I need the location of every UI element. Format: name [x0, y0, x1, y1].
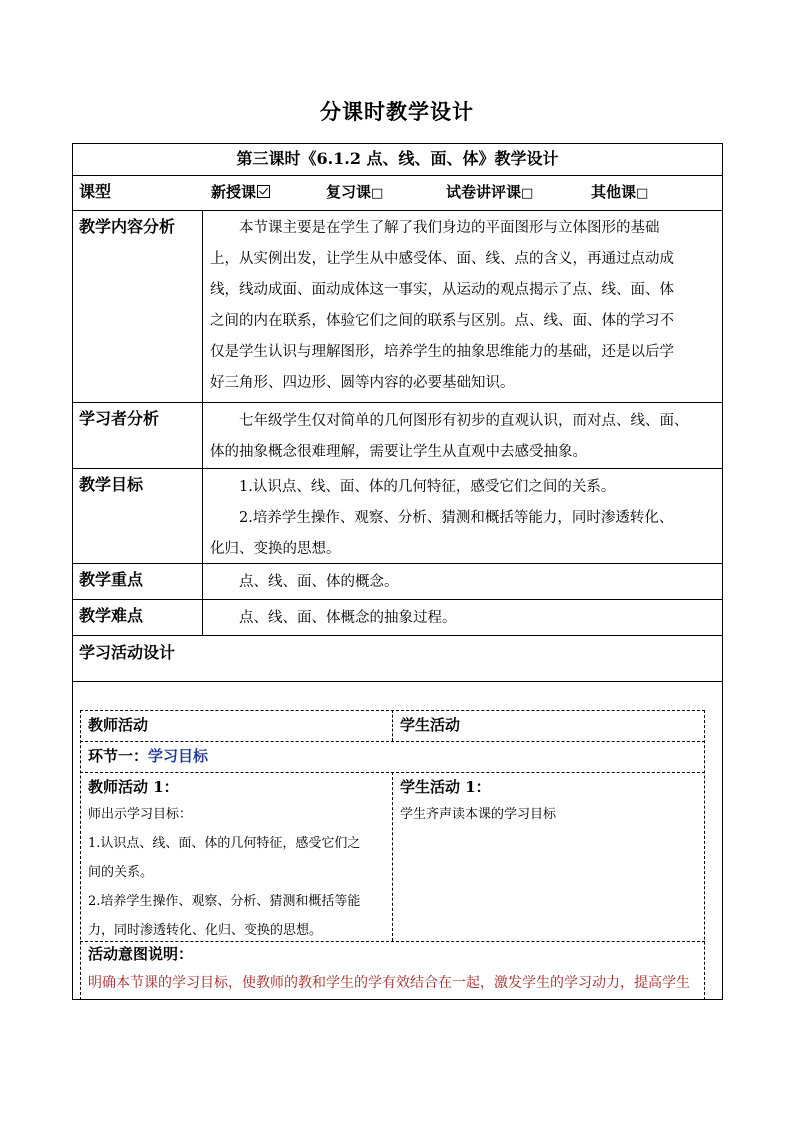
learner-line: 七年级学生仅对简单的几何图形有初步的直观认识，而对点、线、面、: [239, 413, 689, 429]
content-line: 上，从实例出发，让学生从中感受体、面、线、点的含义，再通过点动成: [210, 251, 674, 267]
type-option-exam-review[interactable]: [446, 181, 533, 202]
difficulties-label: 教学难点: [73, 600, 203, 635]
teacher-activity-line: 师出示学习目标：: [88, 807, 193, 822]
lesson-title: 第三课时《6.1.2 点、线、面、体》教学设计: [236, 149, 559, 168]
learner-analysis-text: [203, 403, 722, 468]
type-option-exam-review-label: 试卷讲评课: [446, 183, 522, 201]
content-line: 之间的内在联系，体验它们之间的联系与区别。点、线、面、体的学习不: [210, 313, 674, 329]
objectives-row: [73, 469, 722, 564]
dashed-line: [392, 710, 393, 741]
activity-intent-text: 明确本节课的学习目标，使教师的教和学生的学有效结合在一起，激发学生的学习动力，提高学生: [88, 975, 690, 991]
teacher-activity-line: 1.认识点、线、面、体的几何特征，感受它们之: [88, 836, 361, 851]
learner-analysis-row: [73, 403, 722, 469]
checked-box-icon: [257, 185, 270, 198]
learner-line: 体的抽象概念很难理解，需要让学生从直观中去感受抽象。: [210, 444, 587, 460]
objective-line: 化归、变换的思想。: [210, 541, 341, 557]
content-analysis-label: 教学内容分析: [73, 211, 203, 402]
student-activity-1-title: 学生活动 1：: [400, 778, 491, 796]
objective-line: 1.认识点、线、面、体的几何特征，感受它们之间的关系。: [239, 479, 616, 495]
dashed-line: [80, 710, 81, 1000]
type-option-other-label: 其他课: [591, 183, 637, 201]
empty-box-icon: □: [636, 186, 649, 201]
stage-one-prefix: 环节一：: [88, 747, 149, 765]
stage-one-heading: [88, 745, 208, 766]
activity-intent-label: 活动意图说明：: [88, 945, 194, 963]
activity-design-label: 学习活动设计: [79, 643, 176, 662]
key-points-row: [73, 564, 722, 600]
teacher-activity-header: 教师活动: [88, 716, 149, 734]
teacher-activity-line: 2.培养学生操作、观察、分析、猜测和概括等能: [88, 894, 361, 909]
key-points-text: [203, 564, 722, 599]
student-activity-header: 学生活动: [400, 716, 461, 734]
teacher-activity-line: 间的关系。: [88, 865, 154, 880]
content-line: 线，线动成面、面动成体这一事实，从运动的观点揭示了点、线、面、体: [210, 282, 674, 298]
type-option-new[interactable]: [211, 181, 270, 202]
empty-box-icon: □: [521, 186, 534, 201]
difficulties-text: [203, 600, 722, 635]
content-line: 本节课主要是在学生了解了我们身边的平面图形与立体图形的基础: [239, 220, 660, 236]
difficulties-line: 点、线、面、体概念的抽象过程。: [239, 610, 457, 626]
content-line: 仅是学生认识与理解图形，培养学生的抽象思维能力的基础，还是以后学: [210, 344, 674, 360]
lesson-plan-table: [72, 143, 723, 1000]
activity-table: [80, 710, 705, 1000]
type-option-review[interactable]: [326, 181, 383, 202]
lesson-type-label: 课型: [79, 182, 112, 201]
empty-box-icon: □: [371, 186, 384, 201]
activity-design-row: [73, 636, 722, 682]
lesson-title-row: [73, 144, 722, 176]
type-option-review-label: 复习课: [326, 183, 372, 201]
objectives-text: [203, 469, 722, 563]
teacher-activity-line: 力，同时渗透转化、化归、变换的思想。: [88, 923, 323, 938]
content-analysis-text: [203, 211, 722, 402]
difficulties-row: [73, 600, 722, 636]
key-points-label: 教学重点: [73, 564, 203, 599]
dashed-line: [392, 772, 393, 941]
document-title: 分课时教学设计: [320, 99, 474, 124]
learner-analysis-label: 学习者分析: [73, 403, 203, 468]
objectives-label: 教学目标: [73, 469, 203, 563]
dashed-line: [704, 710, 705, 1000]
dashed-line: [80, 741, 705, 742]
teacher-activity-1-text: [88, 800, 388, 945]
student-activity-1-text: 学生齐声读本课的学习目标: [400, 807, 557, 822]
stage-one-name: 学习目标: [148, 747, 209, 765]
type-option-other[interactable]: [591, 181, 648, 202]
objective-line: 2.培养学生操作、观察、分析、猜测和概括等能力，同时渗透转化、: [239, 510, 674, 526]
content-line: 好三角形、四边形、圆等内容的必要基础知识。: [210, 375, 515, 391]
lesson-type-row: [73, 176, 722, 211]
key-points-line: 点、线、面、体的概念。: [239, 574, 399, 590]
teacher-activity-1-title: 教师活动 1：: [88, 778, 179, 796]
content-analysis-row: [73, 211, 722, 403]
type-option-new-label: 新授课: [211, 183, 257, 201]
